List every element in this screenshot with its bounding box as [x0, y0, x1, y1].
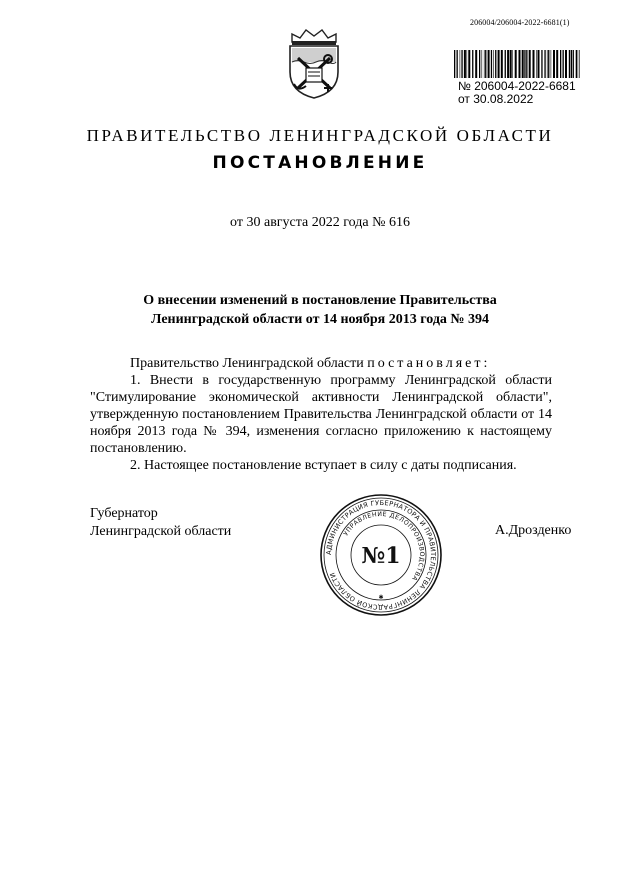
barcode-bar [493, 50, 494, 78]
official-seal [318, 492, 444, 618]
barcode-bar [536, 50, 537, 78]
barcode-bar [553, 50, 555, 78]
barcode-bar [541, 50, 542, 78]
document-date-number: от 30 августа 2022 года № 616 [230, 215, 410, 230]
barcode-bar [576, 50, 577, 78]
barcode-bar [507, 50, 509, 78]
government-title: ПРАВИТЕЛЬСТВО ЛЕНИНГРАДСКОЙ ОБЛАСТИ [86, 126, 554, 145]
intro-subject: Правительство Ленинградской области [130, 356, 364, 371]
barcode-bar [526, 50, 527, 78]
barcode-bar [491, 50, 492, 78]
barcode-bar [510, 50, 512, 78]
barcode-bar [573, 50, 574, 78]
barcode-bar [560, 50, 561, 78]
barcode-bar [547, 50, 548, 78]
barcode-bar [556, 50, 558, 78]
barcode-bar [522, 50, 524, 78]
barcode-bar [551, 50, 552, 78]
barcode-bar [467, 50, 468, 78]
barcode-bar [485, 50, 486, 78]
barcode-bar [569, 50, 570, 78]
barcode-bar [479, 50, 480, 78]
barcode-bar [529, 50, 531, 78]
barcode-bar [461, 50, 462, 78]
subject-line-1: О внесении изменений в постановление Правительства [143, 293, 497, 308]
intro-verb: постановляет: [367, 356, 491, 371]
seal-center-number: №1 [361, 543, 401, 569]
barcode-bar [454, 50, 455, 78]
barcode-bar [460, 50, 461, 78]
registration-date: от 30.08.2022 [458, 92, 534, 106]
barcode-bar [498, 50, 500, 78]
barcode-bar [501, 50, 503, 78]
barcode-bar [524, 50, 525, 78]
barcode-bar [472, 50, 473, 78]
document-type-title: ПОСТАНОВЛЕНИЕ [212, 153, 428, 173]
barcode-bar [482, 50, 483, 78]
document-reference: 206004/206004-2022-6681(1) [470, 18, 570, 27]
barcode [454, 50, 580, 78]
document-subject [0, 291, 640, 329]
document-body [90, 355, 552, 474]
resolution-intro [90, 355, 552, 372]
barcode-bar [563, 50, 564, 78]
barcode-bar [515, 50, 517, 78]
signatory-title [90, 505, 231, 541]
barcode-bar [488, 50, 490, 78]
resolution-item-1: 1. Внести в государственную программу Ленинградской области "Стимулирование экономической активности Ленинградской области", утвержденную постановлением Правительства Ленинградской области от 14 ноября 2013 года № 394, изменения согласно приложению к настоящему постановлению. [90, 373, 552, 456]
barcode-bar [505, 50, 506, 78]
barcode-bar [475, 50, 477, 78]
barcode-bar [495, 50, 496, 78]
barcode-bar [533, 50, 535, 78]
seal-inner-text: УПРАВЛЕНИЕ ДЕЛОПРОИЗВОДСТВА [342, 510, 426, 582]
signatory-role-line-2: Ленинградской области [90, 524, 232, 539]
barcode-bar [571, 50, 572, 78]
seal-ring-text: АДМИНИСТРАЦИЯ ГУБЕРНАТОРА И ПРАВИТЕЛЬСТВА ЛЕНИНГРАДСКОЙ ОБЛАСТИ [324, 498, 438, 612]
barcode-bar [544, 50, 545, 78]
barcode-bar [578, 50, 579, 78]
subject-line-2: Ленинградской области от 14 ноября 2013 года № 394 [151, 312, 489, 327]
barcode-bar [484, 50, 485, 78]
seal-star-icon: ✱ [378, 594, 384, 601]
barcode-bar [548, 50, 549, 78]
signatory-role-line-1: Губернатор [90, 506, 158, 521]
barcode-bar [579, 50, 580, 78]
barcode-bar [464, 50, 466, 78]
barcode-bar [457, 50, 458, 78]
resolution-item-2: 2. Настоящее постановление вступает в силу с даты подписания. [130, 458, 517, 473]
signatory-name: А.Дрозденко [495, 523, 572, 538]
barcode-bar [565, 50, 567, 78]
registration-number: № 206004-2022-6681 [458, 79, 576, 93]
barcode-bar [512, 50, 513, 78]
barcode-bar [538, 50, 540, 78]
coat-of-arms-icon [284, 28, 344, 100]
barcode-bar [519, 50, 521, 78]
barcode-bar [468, 50, 470, 78]
